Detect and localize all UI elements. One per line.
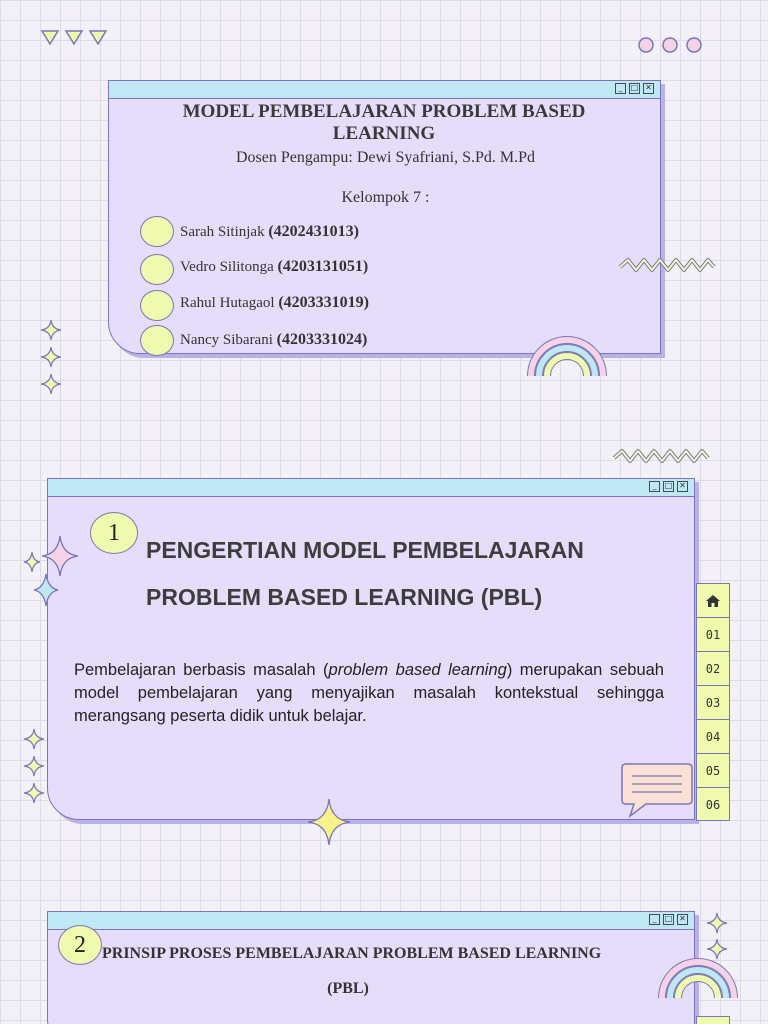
section-title-line2: PROBLEM BASED LEARNING (PBL) <box>146 584 543 610</box>
maximize-icon[interactable]: □ <box>664 914 673 923</box>
nav-item-06[interactable]: 06 <box>705 798 721 812</box>
definition-text-start: Pembelajaran berbasis masalah ( <box>74 661 329 679</box>
section-number-badge: 1 <box>90 512 138 554</box>
rainbow-decoration <box>658 958 738 1000</box>
sparkle-decoration <box>22 534 80 610</box>
member-item <box>180 223 359 241</box>
minimize-icon[interactable]: _ <box>615 83 626 94</box>
group-label: Kelompok 7 : <box>341 189 430 206</box>
member-name: Vedro Silitonga <box>180 259 274 275</box>
slide-navigation <box>696 583 730 821</box>
nav-item-04[interactable]: 04 <box>697 720 729 754</box>
nav-item-02[interactable]: 02 <box>697 652 729 686</box>
sparkle-decoration <box>38 318 64 400</box>
section-title-line2: (PBL) <box>327 980 369 997</box>
member-bullet <box>140 216 174 247</box>
member-name: Nancy Sibarani <box>180 332 273 348</box>
triangles-decoration <box>40 28 110 48</box>
close-icon[interactable]: ✕ <box>677 914 688 925</box>
minimize-icon[interactable]: _ <box>649 914 660 925</box>
sparkle-decoration <box>704 911 730 963</box>
window-titlebar <box>48 912 694 930</box>
member-item <box>180 294 369 312</box>
sparkle-decoration <box>306 797 352 847</box>
close-icon[interactable]: ✕ <box>643 83 654 94</box>
section-number-badge: 2 <box>58 925 102 965</box>
zigzag-decoration <box>618 257 716 277</box>
definition-paragraph <box>74 659 664 728</box>
title-slide-window <box>108 80 661 354</box>
member-bullet <box>140 254 174 285</box>
member-bullet <box>140 290 174 321</box>
section-title-line1: PENGERTIAN MODEL PEMBELAJARAN <box>146 537 584 563</box>
member-id: (4203131051) <box>277 258 369 275</box>
home-icon <box>705 594 721 608</box>
sparkle-decoration <box>21 727 47 809</box>
slide-navigation-partial <box>696 1016 730 1024</box>
nav-item-05[interactable]: 05 <box>697 754 729 788</box>
slide-title: MODEL PEMBELAJARAN PROBLEM BASED LEARNING <box>182 101 586 144</box>
close-icon[interactable]: ✕ <box>677 481 688 492</box>
maximize-icon[interactable]: □ <box>664 481 673 490</box>
definition-text-end: ) merupakan sebuah model pembelajaran yang menyajikan masalah kontekstual sehingga merangsang peserta didik untuk belajar. <box>74 661 664 725</box>
nav-home-button[interactable] <box>697 584 729 618</box>
chat-bubble-icon <box>618 762 696 820</box>
window-titlebar <box>48 479 694 497</box>
zigzag-decoration <box>612 448 710 468</box>
nav-item-01[interactable]: 01 <box>697 618 729 652</box>
definition-slide-window <box>47 478 695 820</box>
member-item <box>180 258 368 276</box>
nav-item-03[interactable]: 03 <box>697 686 729 720</box>
maximize-icon[interactable]: □ <box>630 83 639 92</box>
principles-slide-window <box>47 911 695 1024</box>
section-title-line1: PRINSIP PROSES PEMBELAJARAN PROBLEM BASED LEARNING <box>102 945 602 962</box>
dots-decoration <box>636 35 706 55</box>
member-id: (4203331024) <box>276 331 368 348</box>
lecturer-text: Dosen Pengampu: Dewi Syafriani, S.Pd. M.Pd <box>235 149 536 166</box>
window-titlebar <box>109 81 660 99</box>
member-item <box>180 331 367 349</box>
member-name: Rahul Hutagaol <box>180 295 275 311</box>
member-bullet <box>140 325 174 356</box>
rainbow-decoration <box>527 336 607 378</box>
minimize-icon[interactable]: _ <box>649 481 660 492</box>
member-id: (4202431013) <box>268 223 359 240</box>
member-id: (4203331019) <box>278 294 369 311</box>
member-name: Sarah Sitinjak <box>180 224 265 240</box>
definition-text-italic: problem based learning <box>328 661 507 679</box>
